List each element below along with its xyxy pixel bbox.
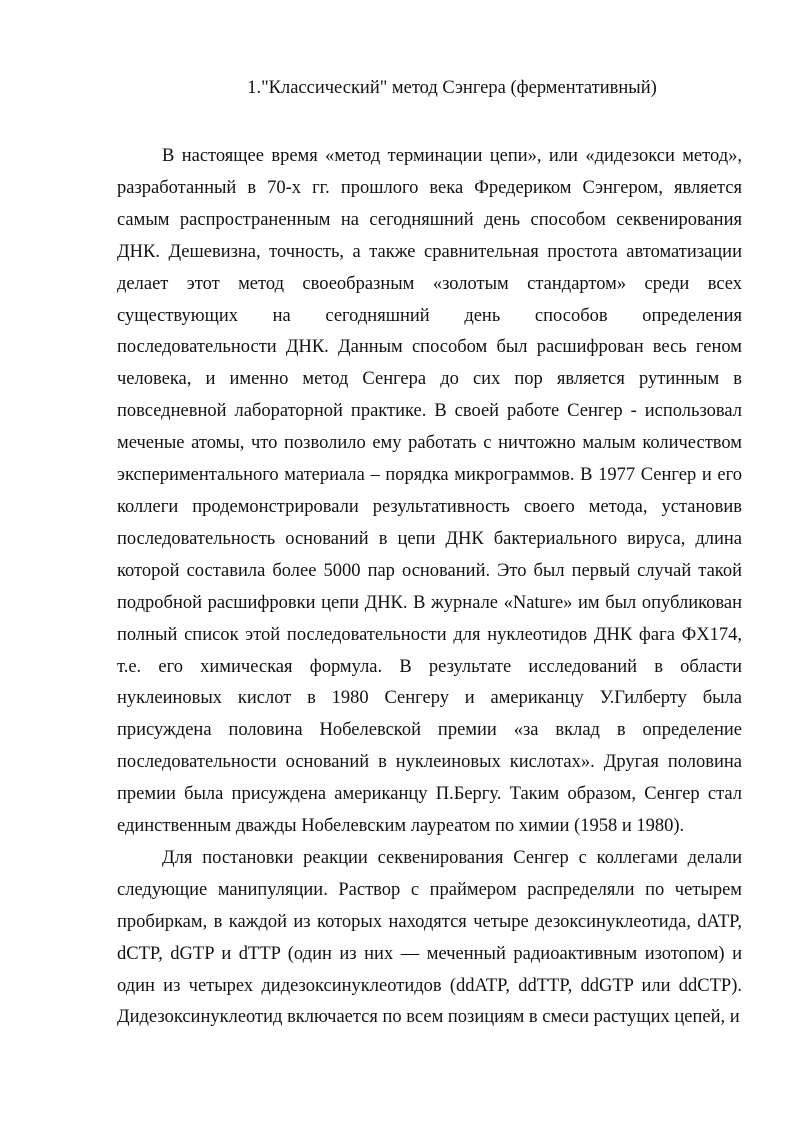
section-title: 1."Классический" метод Сэнгера (ферментативный) xyxy=(247,78,657,98)
paragraph-1: В настоящее время «метод терминации цепи», или «дидезокси метод», разработанный в 70-х гг. прошлого века Фредериком Сэнгером, является самым распространенным на сегодняшний день способом секвенирования ДНК. Дешевизна, точность, а также сравнительная простота автоматизации делает этот метод своеобразным «золотым стандартом» среди всех существующих на сегодняшний день способов определения последовательности ДНК. Данным способом был расшифрован весь геном человека, и именно метод Сенгера до сих пор является рутинным в повседневной лабораторной практике. В своей работе Сенгер - использовал меченые атомы, что позволило ему работать с ничтожно малым количеством экспериментального материала – порядка микрограммов. В 1977 Сенгер и его коллеги продемонстрировали результативность своего метода, установив последовательность оснований в цепи ДНК бактериального вируса, длина которой составила более 5000 пар оснований. Это был первый случай такой подробной расшифровки цепи ДНК. В журнале «Nature» им был опубликован полный список этой последовательности для нуклеотидов ДНК фага ФХ174, т.е. его химическая формула. В результате исследований в области нуклеиновых кислот в 1980 Сенгеру и американцу У.Гилберту была присуждена половина Нобелевской премии «за вклад в определение последовательности оснований в нуклеиновых кислотах». Другая половина премии была присуждена американцу П.Бергу. Таким образом, Сенгер стал единственным дважды Нобелевским лауреатом по химии (1958 и 1980). xyxy=(117,146,742,837)
paragraph-2: Для постановки реакции секвенирования Сенгер с коллегами делали следующие манипуляции. Раствор с праймером распределяли по четырем пробиркам, в каждой из которых находятся четыре дезоксинуклеотида, dATP, dCTP, dGTP и dTTP (один из них — меченный радиоактивным изотопом) и один из четырех дидезоксинуклеотидов (ddATP, ddTTP, ddGTP или ddCTP). Дидезоксинуклеотид включается по всем позициям в смеси растущих цепей, и xyxy=(117,847,742,1028)
document-body xyxy=(117,141,742,1034)
